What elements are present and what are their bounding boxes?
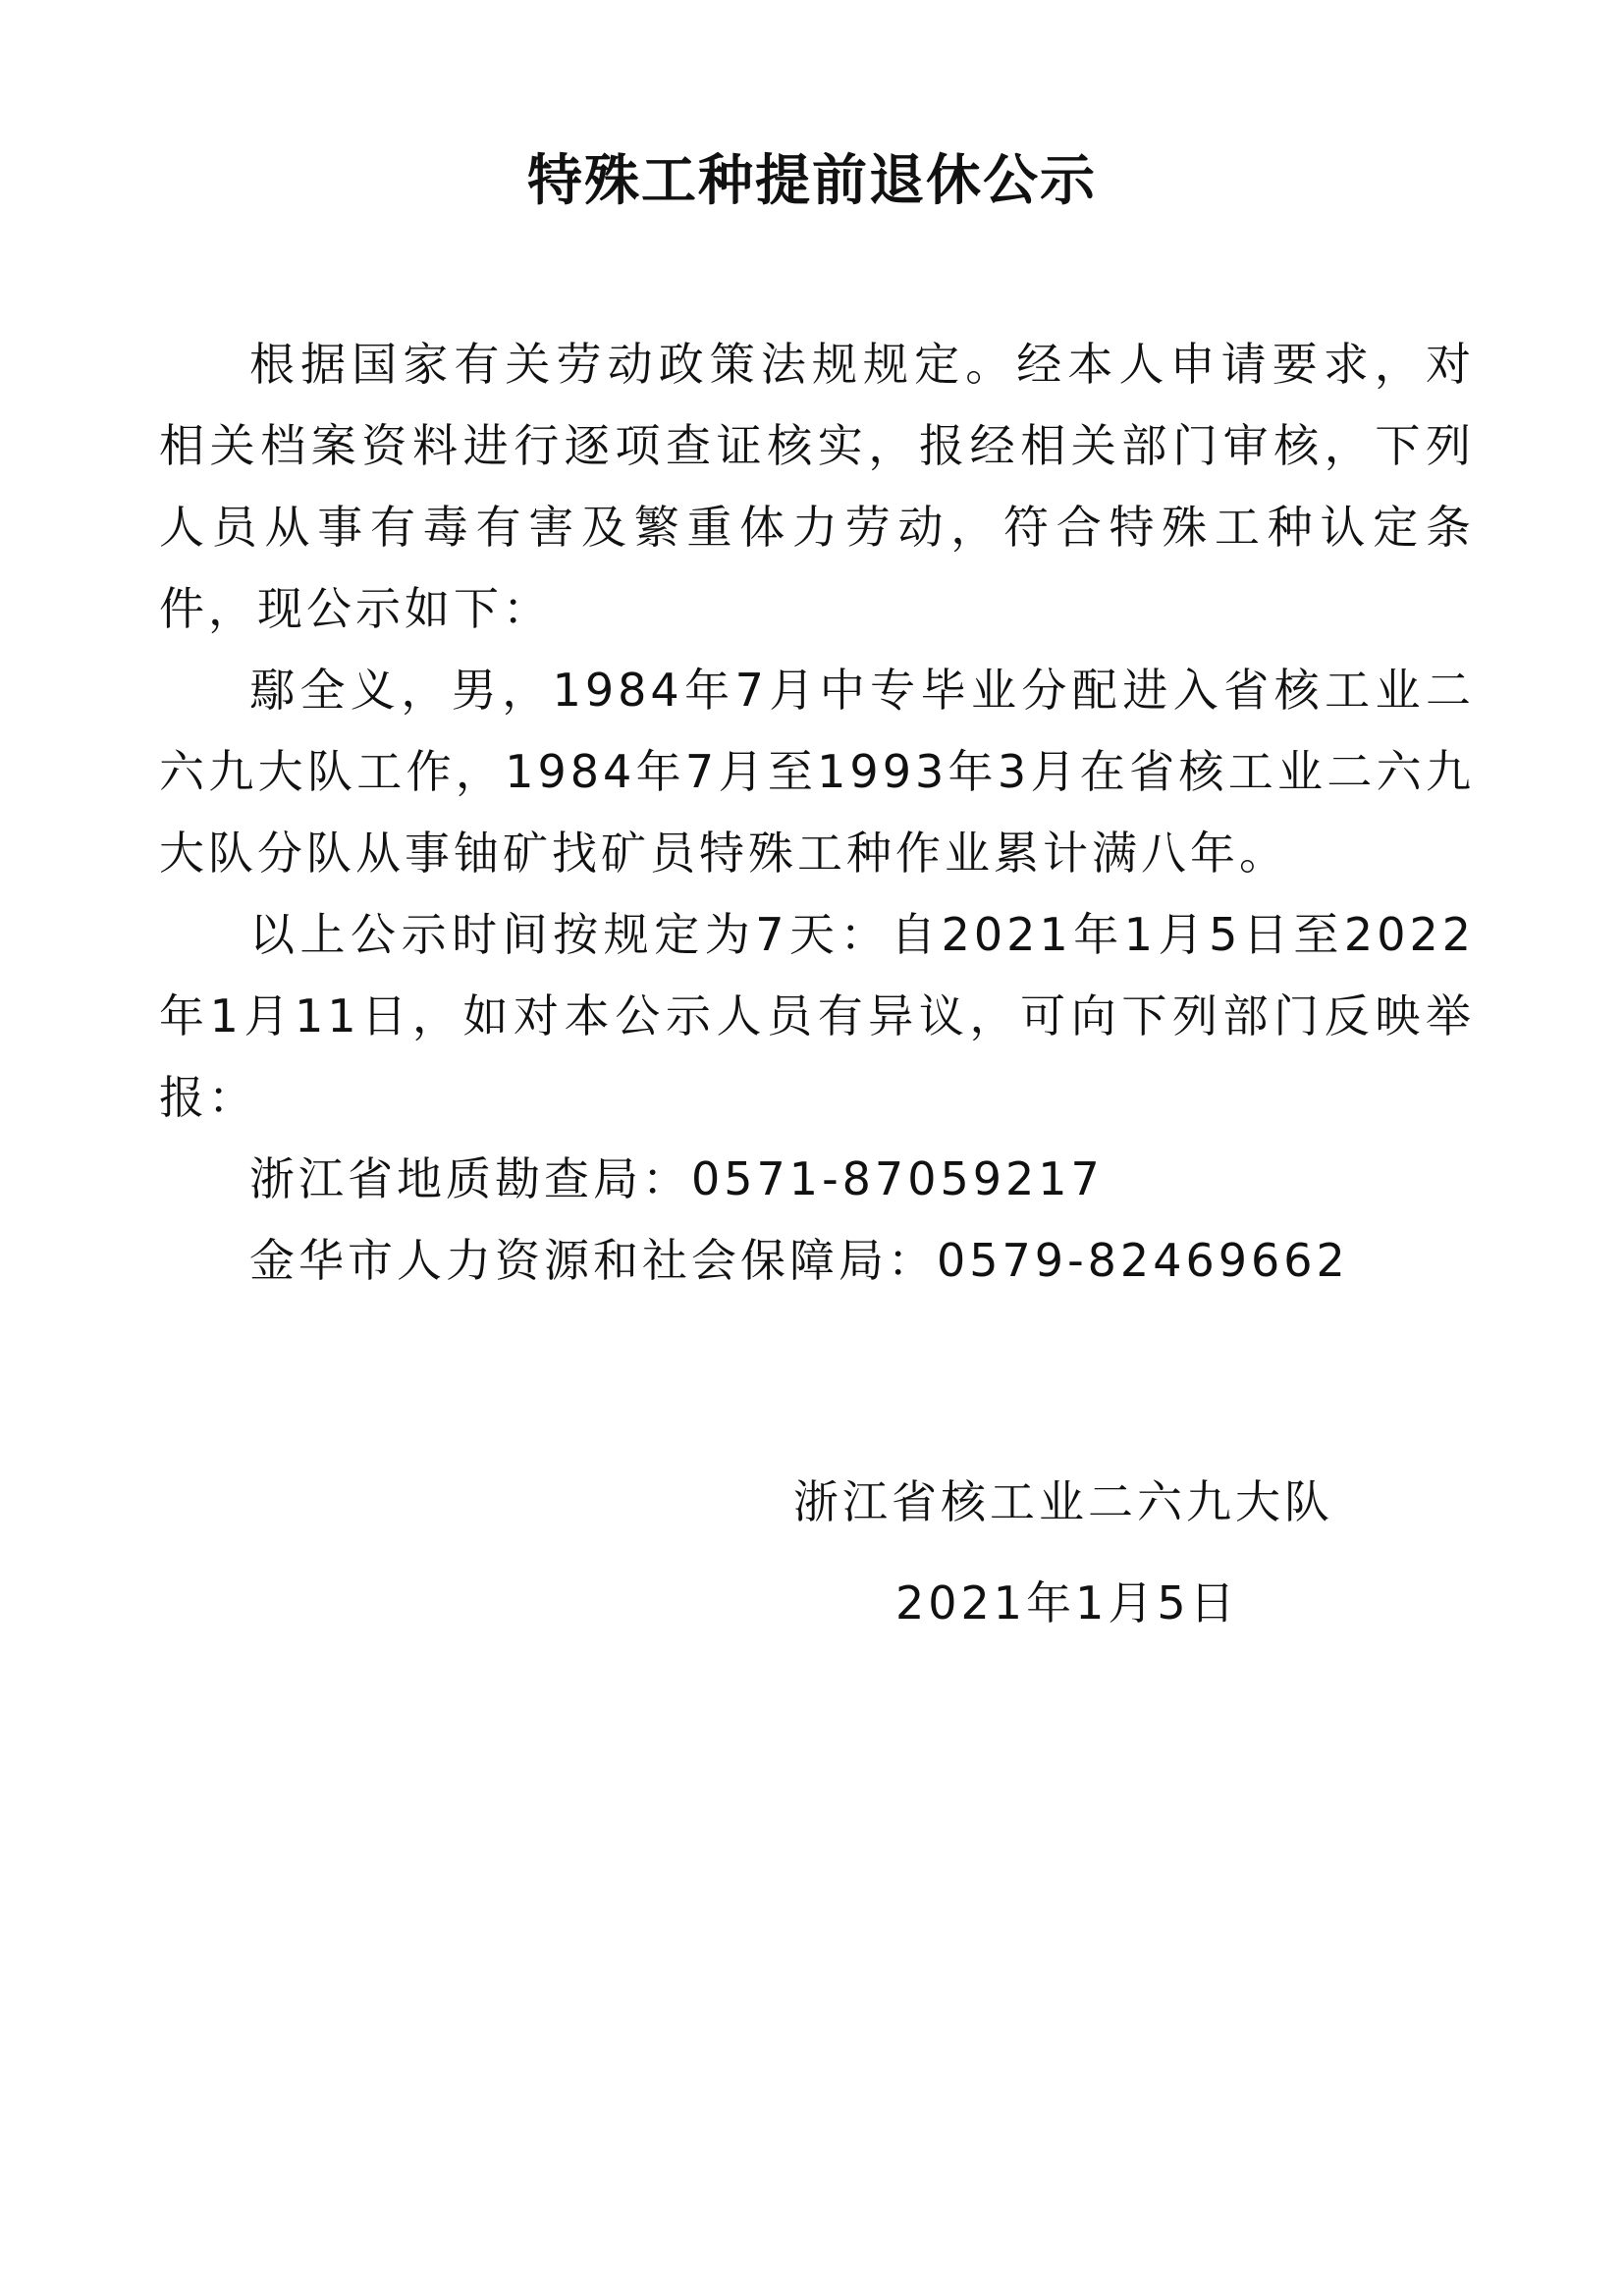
contact-geology-bureau: 浙江省地质勘查局：0571-87059217	[249, 1152, 1104, 1205]
paragraph-person: 鄢全义，男，1984年7月中专毕业分配进入省核工业二六九大队工作，1984年7月至1993年3月在省核工业二六九大队分队从事铀矿找矿员特殊工种作业累计满八年。	[159, 664, 1475, 880]
document-body	[159, 324, 1475, 1302]
contact-hr-bureau: 金华市人力资源和社会保障局：0579-82469662	[249, 1234, 1349, 1287]
signature-organization: 浙江省核工业二六九大队	[793, 1475, 1333, 1528]
paragraph-intro: 根据国家有关劳动政策法规规定。经本人申请要求，对相关档案资料进行逐项查证核实，报经相关部门审核，下列人员从事有毒有害及繁重体力劳动，符合特殊工种认定条件，现公示如下：	[159, 338, 1475, 635]
document-title: 特殊工种提前退休公示	[527, 149, 1097, 213]
signature-date: 2021年1月5日	[895, 1576, 1239, 1629]
paragraph-period: 以上公示时间按规定为7天：自2021年1月5日至2022年1月11日，如对本公示人员有异议，可向下列部门反映举报：	[159, 908, 1475, 1124]
